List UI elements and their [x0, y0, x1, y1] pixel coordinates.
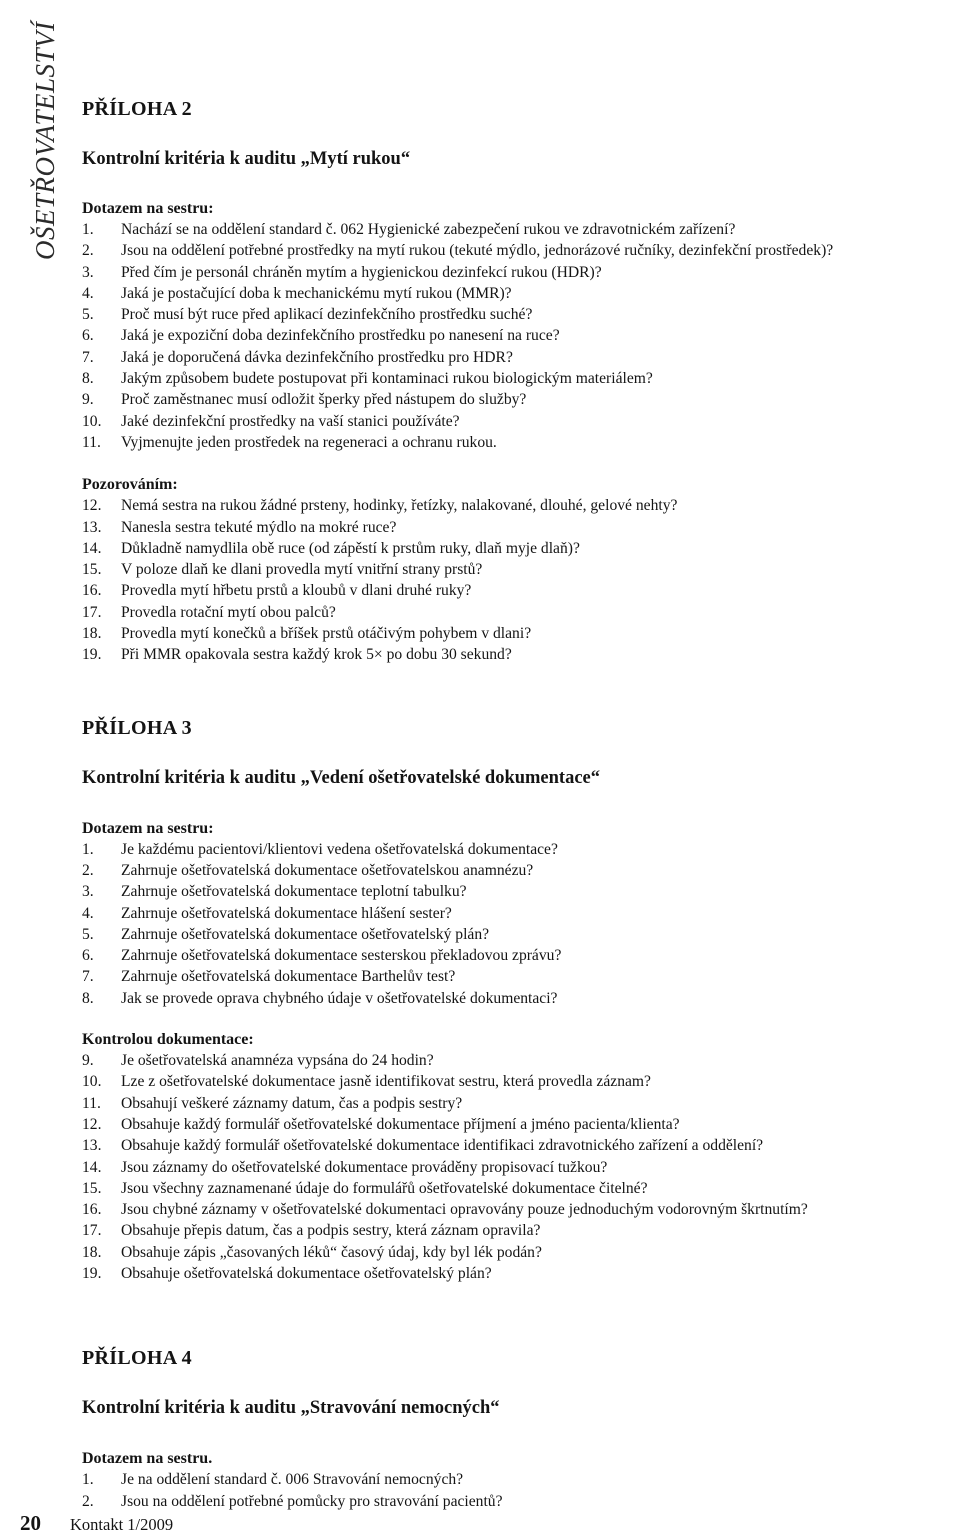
list-item	[82, 304, 942, 325]
item-number: 4.	[82, 904, 94, 922]
list-item	[82, 602, 942, 623]
item-number: 15.	[82, 1179, 102, 1197]
item-text: Zahrnuje ošetřovatelská dokumentace Barthelův test?	[121, 968, 456, 986]
item-text: Jsou na oddělení potřebné pomůcky pro stravování pacientů?	[121, 1492, 503, 1510]
list-item	[82, 368, 942, 389]
item-text: V poloze dlaň ke dlani provedla mytí vnitřní strany prstů?	[121, 561, 483, 579]
annex-2-heading: PŘÍLOHA 2	[82, 98, 192, 120]
item-number: 5.	[82, 306, 94, 324]
list-item	[82, 1469, 942, 1490]
item-number: 11.	[82, 1094, 101, 1112]
item-number: 15.	[82, 561, 102, 579]
annex-2-questions-label: Dotazem na sestru:	[82, 200, 214, 217]
item-number: 13.	[82, 518, 102, 536]
item-number: 5.	[82, 925, 94, 943]
item-number: 14.	[82, 1158, 102, 1176]
item-text: Jaká je doporučená dávka dezinfekčního prostředku pro HDR?	[121, 348, 513, 366]
list-item	[82, 1157, 942, 1178]
item-number: 8.	[82, 370, 94, 388]
list-item	[82, 495, 942, 516]
item-text: Proč musí být ruce před aplikací dezinfekčního prostředku suché?	[121, 306, 533, 324]
item-text: Obsahuje každý formulář ošetřovatelské dokumentace identifikaci zdravotnického zařízení a oddělení?	[121, 1137, 764, 1155]
item-number: 6.	[82, 947, 94, 965]
item-text: Je na oddělení standard č. 006 Stravování nemocných?	[121, 1471, 464, 1489]
item-text: Jsou chybné záznamy v ošetřovatelské dokumentaci opravovány pouze jednoduchým vodorovným škrtnutím?	[121, 1201, 808, 1219]
item-number: 4.	[82, 284, 94, 302]
annex-2-questions-list	[82, 219, 942, 453]
list-item	[82, 240, 942, 261]
item-text: Důkladně namydlila obě ruce (od zápěstí k prstům ruky, dlaň myje dlaň)?	[121, 539, 580, 557]
running-section-title	[0, 0, 60, 262]
item-text: Obsahují veškeré záznamy datum, čas a podpis sestry?	[121, 1094, 463, 1112]
list-item	[82, 347, 942, 368]
item-number: 2.	[82, 242, 94, 260]
annex-3-questions-label: Dotazem na sestru:	[82, 819, 214, 837]
list-item	[82, 325, 942, 346]
annex-3-document-check-list	[82, 1050, 942, 1284]
item-number: 9.	[82, 391, 94, 409]
section-title-text: OŠETŘOVATELSTVÍ	[30, 21, 60, 260]
list-item	[82, 1071, 942, 1092]
item-text: Jak se provede oprava chybného údaje v ošetřovatelské dokumentaci?	[121, 989, 558, 1007]
item-number: 2.	[82, 861, 94, 879]
list-item	[82, 644, 942, 665]
list-item	[82, 860, 942, 881]
list-item	[82, 903, 942, 924]
item-number: 17.	[82, 1222, 102, 1240]
item-number: 1.	[82, 1471, 94, 1489]
item-number: 7.	[82, 348, 94, 366]
annex-4-questions-list	[82, 1469, 942, 1512]
item-number: 1.	[82, 840, 94, 858]
item-text: Provedla mytí konečků a bříšek prstů otáčivým pohybem v dlani?	[121, 625, 532, 643]
item-text: Zahrnuje ošetřovatelská dokumentace ošetřovatelský plán?	[121, 925, 490, 943]
item-text: Vyjmenujte jeden prostředek na regeneraci a ochranu rukou.	[121, 433, 497, 451]
item-text: Je ošetřovatelská anamnéza vypsána do 24 hodin?	[121, 1052, 434, 1070]
item-text: Jsou všechny zaznamenané údaje do formulářů ošetřovatelské dokumentace čitelné?	[121, 1179, 648, 1197]
item-text: Nanesla sestra tekuté mýdlo na mokré ruce?	[121, 518, 397, 536]
list-item	[82, 538, 942, 559]
item-number: 18.	[82, 625, 102, 643]
item-text: Jsou záznamy do ošetřovatelské dokumentace prováděny propisovací tužkou?	[121, 1158, 608, 1176]
list-item	[82, 411, 942, 432]
item-text: Před čím je personál chráněn mytím a hygienickou dezinfekcí rukou (HDR)?	[121, 263, 602, 281]
item-text: Provedla rotační mytí obou palců?	[121, 603, 336, 621]
document-body	[82, 95, 942, 1512]
list-item	[82, 1263, 942, 1284]
item-text: Nemá sestra na rukou žádné prsteny, hodinky, řetízky, nalakované, dlouhé, gelové nehty?	[121, 497, 678, 515]
annex-3-document-check-label: Kontrolou dokumentace:	[82, 1031, 254, 1049]
annex-3	[82, 714, 942, 1285]
page-number: 20	[20, 1511, 41, 1535]
list-item	[82, 966, 942, 987]
item-number: 7.	[82, 968, 94, 986]
list-item	[82, 1135, 942, 1156]
item-number: 6.	[82, 327, 94, 345]
item-text: Nachází se na oddělení standard č. 062 Hygienické zabezpečení rukou ve zdravotnickém zařízení?	[121, 221, 736, 238]
item-number: 10.	[82, 412, 102, 430]
item-number: 16.	[82, 582, 102, 600]
item-number: 19.	[82, 646, 102, 664]
item-text: Zahrnuje ošetřovatelská dokumentace ošetřovatelskou anamnézu?	[121, 861, 534, 879]
journal-issue: Kontakt 1/2009	[70, 1515, 174, 1534]
item-number: 9.	[82, 1052, 94, 1070]
list-item	[82, 1242, 942, 1263]
item-number: 8.	[82, 989, 94, 1007]
list-item	[82, 924, 942, 945]
annex-4	[82, 1344, 942, 1512]
list-item	[82, 839, 942, 860]
item-text: Obsahuje zápis „časovaných léků“ časový údaj, kdy byl lék podán?	[121, 1243, 542, 1261]
item-text: Obsahuje přepis datum, čas a podpis sestry, která záznam opravila?	[121, 1222, 541, 1240]
item-text: Proč zaměstnanec musí odložit šperky před nástupem do služby?	[121, 391, 527, 409]
list-item	[82, 219, 942, 240]
list-item	[82, 988, 942, 1009]
list-item	[82, 580, 942, 601]
list-item	[82, 1199, 942, 1220]
item-text: Zahrnuje ošetřovatelská dokumentace teplotní tabulku?	[121, 883, 467, 901]
list-item	[82, 1114, 942, 1135]
item-text: Jaká je postačující doba k mechanickému mytí rukou (MMR)?	[121, 284, 512, 302]
item-text: Lze z ošetřovatelské dokumentace jasně identifikovat sestru, která provedla záznam?	[121, 1073, 651, 1091]
item-number: 17.	[82, 603, 102, 621]
item-number: 3.	[82, 263, 94, 281]
item-text: Je každému pacientovi/klientovi vedena ošetřovatelská dokumentace?	[121, 840, 558, 858]
list-item	[82, 1491, 942, 1512]
annex-2-title: Kontrolní kritéria k auditu „Mytí rukou“	[82, 149, 411, 169]
annex-4-questions-label: Dotazem na sestru.	[82, 1450, 213, 1468]
list-item	[82, 517, 942, 538]
page-footer	[20, 1510, 173, 1536]
item-number: 14.	[82, 539, 102, 557]
item-number: 16.	[82, 1201, 102, 1219]
item-text: Při MMR opakovala sestra každý krok 5× po dobu 30 sekund?	[121, 646, 512, 664]
item-text: Obsahuje ošetřovatelská dokumentace ošetřovatelský plán?	[121, 1264, 492, 1282]
annex-4-title: Kontrolní kritéria k auditu „Stravování nemocných“	[82, 1398, 500, 1419]
item-text: Zahrnuje ošetřovatelská dokumentace hlášení sester?	[121, 904, 452, 922]
list-item	[82, 881, 942, 902]
item-number: 3.	[82, 883, 94, 901]
item-text: Obsahuje každý formulář ošetřovatelské dokumentace příjmení a jméno pacienta/klienta?	[121, 1115, 680, 1133]
item-number: 12.	[82, 1115, 102, 1133]
list-item	[82, 262, 942, 283]
item-text: Jaké dezinfekční prostředky na vaší stanici používáte?	[121, 412, 460, 430]
item-text: Jsou na oddělení potřebné prostředky na mytí rukou (tekuté mýdlo, jednorázové ručníky, dezinfekční prostředek)?	[121, 242, 834, 260]
item-number: 1.	[82, 221, 94, 238]
list-item	[82, 1178, 942, 1199]
list-item	[82, 623, 942, 644]
item-number: 18.	[82, 1243, 102, 1261]
annex-2-observation-label: Pozorováním:	[82, 476, 178, 494]
item-number: 11.	[82, 433, 101, 451]
list-item	[82, 432, 942, 453]
item-text: Jaká je expoziční doba dezinfekčního prostředku po nanesení na ruce?	[121, 327, 560, 345]
item-number: 2.	[82, 1492, 94, 1510]
list-item	[82, 389, 942, 410]
list-item	[82, 283, 942, 304]
item-number: 19.	[82, 1264, 102, 1282]
annex-3-questions-list	[82, 839, 942, 1009]
annex-4-heading: PŘÍLOHA 4	[82, 1347, 192, 1370]
list-item	[82, 1093, 942, 1114]
annex-3-title: Kontrolní kritéria k auditu „Vedení ošetřovatelské dokumentace“	[82, 767, 601, 788]
item-text: Provedla mytí hřbetu prstů a kloubů v dlani druhé ruky?	[121, 582, 472, 600]
item-text: Zahrnuje ošetřovatelská dokumentace sesterskou překladovou zprávu?	[121, 947, 562, 965]
item-number: 12.	[82, 497, 102, 515]
annex-2	[82, 95, 942, 666]
annex-3-heading: PŘÍLOHA 3	[82, 716, 192, 739]
list-item	[82, 1220, 942, 1241]
list-item	[82, 559, 942, 580]
item-text: Jakým způsobem budete postupovat při kontaminaci rukou biologickým materiálem?	[121, 370, 653, 388]
item-number: 13.	[82, 1137, 102, 1155]
item-number: 10.	[82, 1073, 102, 1091]
list-item	[82, 1050, 942, 1071]
list-item	[82, 945, 942, 966]
annex-2-observation-list	[82, 495, 942, 665]
